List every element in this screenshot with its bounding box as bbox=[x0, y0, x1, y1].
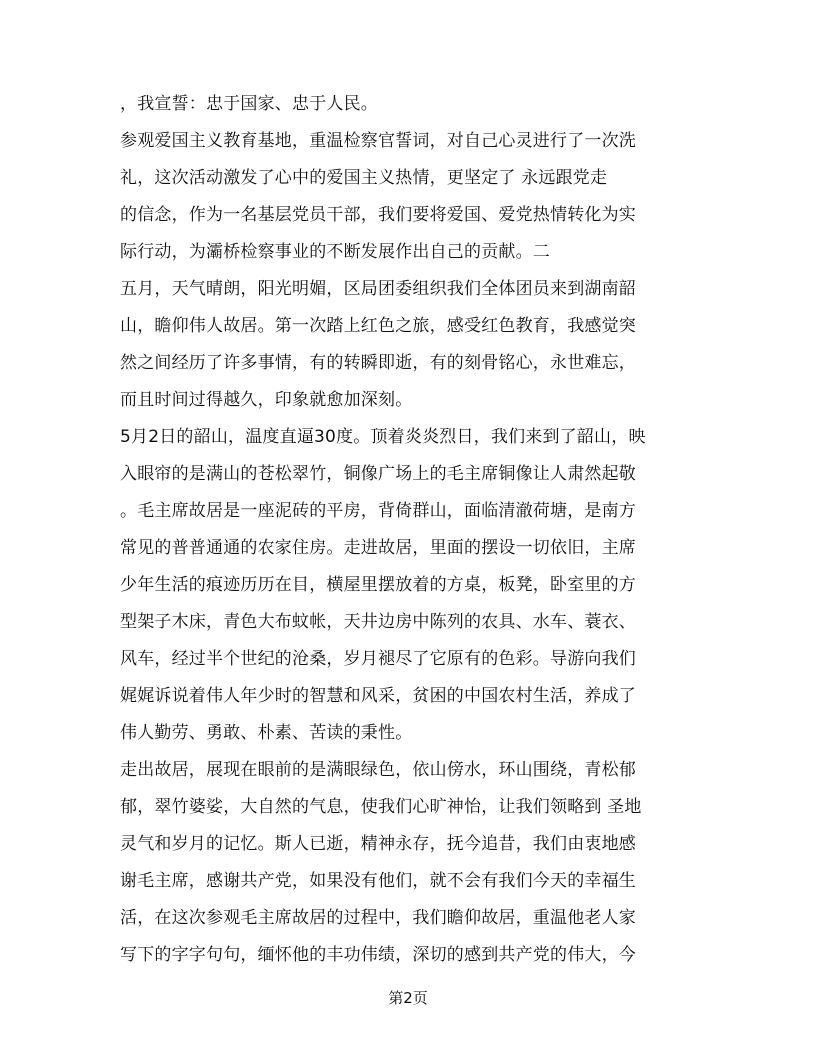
text-line: 而且时间过得越久，印象就愈加深刻。 bbox=[120, 390, 413, 410]
text-line: ，我宣誓：忠于国家、忠于人民。 bbox=[120, 94, 378, 114]
text-line: 礼，这次活动激发了心中的爱国主义热情，更坚定了 永远跟党走 bbox=[120, 168, 608, 188]
text-line: 然之间经历了许多事情，有的转瞬即逝，有的刻骨铭心，永世难忘， bbox=[120, 353, 636, 373]
text-line: 参观爱国主义教育基地，重温检察官誓词，对自己心灵进行了一次洗 bbox=[120, 131, 636, 151]
page-number: 第2页 bbox=[388, 989, 428, 1007]
text-line: 型架子木床，青色大布蚊帐，天井边房中陈列的农具、水车、蓑衣、 bbox=[120, 612, 636, 632]
text-line: 少年生活的痕迹历历在目，横屋里摆放着的方桌，板凳，卧室里的方 bbox=[120, 575, 636, 595]
text-line: 活，在这次参观毛主席故居的过程中，我们瞻仰故居，重温他老人家 bbox=[120, 908, 636, 928]
text-line: 际行动，为灞桥检察事业的不断发展作出自己的贡献。二 bbox=[120, 242, 550, 262]
text-line: 。毛主席故居是一座泥砖的平房，背倚群山，面临清澈荷塘，是南方 bbox=[120, 501, 636, 521]
text-line: 走出故居，展现在眼前的是满眼绿色，依山傍水，环山围绕，青松郁 bbox=[120, 760, 636, 780]
text-line: 谢毛主席，感谢共产党，如果没有他们，就不会有我们今天的幸福生 bbox=[120, 871, 636, 891]
text-line: 山，瞻仰伟人故居。第一次踏上红色之旅，感受红色教育，我感觉突 bbox=[120, 316, 636, 336]
text-line: 5月2日的韶山，温度直逼30度。顶着炎炎烈日，我们来到了韶山，映 bbox=[120, 427, 646, 447]
text-line: 风车，经过半个世纪的沧桑，岁月褪尽了它原有的色彩。导游向我们 bbox=[120, 649, 636, 669]
text-line: 的信念，作为一名基层党员干部，我们要将爱国、爱党热情转化为实 bbox=[120, 205, 636, 225]
text-line: 郁，翠竹婆娑，大自然的气息，使我们心旷神怡，让我们领略到 圣地 bbox=[120, 797, 642, 817]
text-line: 娓娓诉说着伟人年少时的智慧和风采，贫困的中国农村生活，养成了 bbox=[120, 686, 636, 706]
text-line: 伟人勤劳、勇敢、朴素、苦读的秉性。 bbox=[120, 723, 413, 743]
text-line: 入眼帘的是满山的苍松翠竹，铜像广场上的毛主席铜像让人肃然起敬 bbox=[120, 464, 636, 484]
text-line: 五月，天气晴朗，阳光明媚，区局团委组织我们全体团员来到湖南韶 bbox=[120, 279, 636, 299]
text-line: 写下的字字句句，缅怀他的丰功伟绩，深切的感到共产党的伟大，今 bbox=[120, 945, 636, 965]
text-line: 灵气和岁月的记忆。斯人已逝，精神永存，抚今追昔，我们由衷地感 bbox=[120, 834, 636, 854]
text-line: 常见的普普通通的农家住房。走进故居，里面的摆设一切依旧，主席 bbox=[120, 538, 636, 558]
